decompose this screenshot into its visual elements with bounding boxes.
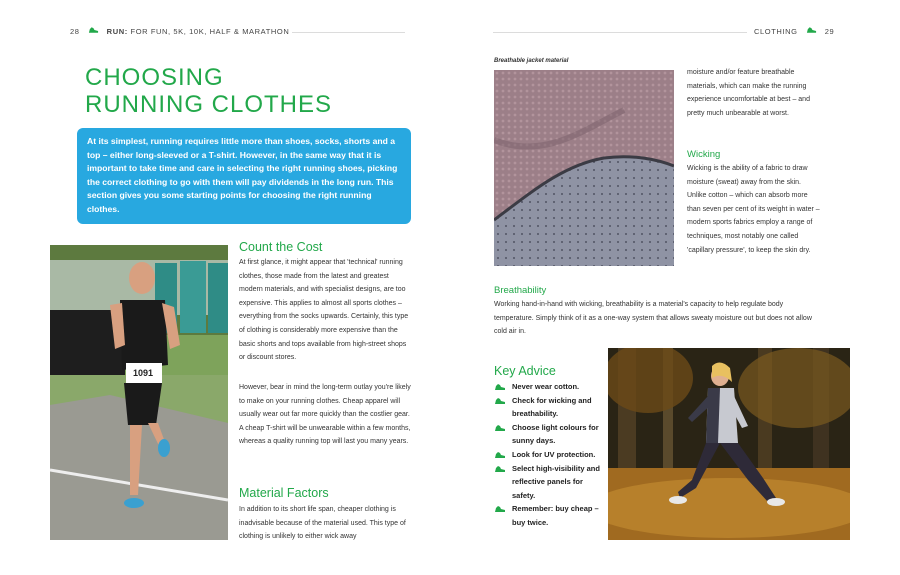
key-advice-item: Select high-visibility and reflective panels for safety. (494, 462, 600, 503)
park-runner-photo (608, 348, 850, 540)
key-advice-item: Never wear cotton. (494, 380, 600, 394)
chapter-title (85, 64, 332, 118)
key-advice-item: Look for UV protection. (494, 448, 600, 462)
count-the-cost-p2: However, bear in mind the long-term outlay you're likely to make on your running clothes. Cheap apparel will usually wear out far more quickly than the costlier gear. A cheap T-shirt will be unwearable within a few months, whereas a quality running top will last you many years. (239, 384, 411, 446)
running-shoe-icon (494, 397, 506, 405)
intro-text: At its simplest, running requires little more than shoes, socks, shorts and a top – either long-sleeved or a T-shirt. However, in the same way that it is important to take time and care in selecting the right running shoes, picking the correct clothing to go with them will pay dividends in the long run. This section gives you some starting points for choosing the right running clothes. (87, 136, 398, 214)
running-shoe-icon (494, 465, 506, 473)
jacket-continuation: moisture and/or feature breathable materials, which can make the running experience uncomfortable at best – and pretty much unbearable at worst. (687, 69, 810, 117)
page-number-left: 28 (70, 27, 80, 36)
running-shoe-icon (494, 505, 506, 513)
key-advice-item: Remember: buy cheap – buy twice. (494, 502, 600, 529)
key-advice-item: Choose light colours for sunny days. (494, 421, 600, 448)
wicking-heading: Wicking (687, 149, 721, 160)
breathability-heading: Breathability (494, 285, 547, 296)
chapter-title-line1: CHOOSING (85, 64, 224, 91)
header-rule-right (493, 32, 747, 33)
key-advice-list (494, 380, 600, 530)
running-shoe-icon (494, 383, 506, 391)
chapter-title-line2: RUNNING CLOTHES (85, 91, 333, 118)
count-the-cost-heading: Count the Cost (239, 240, 323, 254)
section-label: FOR FUN, 5K, 10K, HALF & MARATHON (130, 27, 290, 36)
section-label-right: CLOTHING (754, 27, 798, 36)
running-shoe-icon (806, 26, 817, 35)
running-shoe-icon (494, 424, 506, 432)
page-number-right: 29 (824, 27, 835, 36)
intro-box (77, 128, 411, 224)
running-shoe-icon (494, 451, 506, 459)
header-rule-left (292, 32, 405, 33)
section-label-bold: RUN: (106, 27, 128, 36)
count-the-cost-p1: At first glance, it might appear that 'technical' running clothes, those made from the latest and greatest modern materials, and with specialist designs, are too expensive. This applies to almost all sports clothes – everything from the socks upwards. Certainly, this type of clothing is considerably more expensive than the basic shorts and tops available from high-street shops or discount stores. (239, 259, 409, 362)
breathability-p1: Working hand-in-hand with wicking, breathability is a material's capacity to help regulate body temperature. Simply think of it as a one-way system that allows sweaty moisture out but does not allow cold air in. (494, 301, 812, 336)
running-head-right (754, 26, 834, 36)
jacket-caption: Breathable jacket material (494, 58, 569, 64)
fabric-photo (494, 70, 674, 266)
material-factors-p1: In addition to its short life span, cheaper clothing is inadvisable because of the material used. This type of clothing is unlikely to either wick away (239, 506, 406, 541)
wicking-p1: Wicking is the ability of a fabric to draw moisture (sweat) away from the skin. Unlike cotton – which can absorb more than seven per cent of its weight in water – modern sports fabrics employ a range of techniques, most notably one called 'capillary pressure', to keep the skin dry. (687, 165, 820, 254)
runner-photo (50, 245, 228, 540)
running-head-left (70, 26, 289, 36)
running-shoe-icon (88, 26, 99, 35)
material-factors-heading: Material Factors (239, 486, 329, 500)
key-advice-heading: Key Advice (494, 364, 556, 378)
key-advice-item: Check for wicking and breathability. (494, 394, 600, 421)
race-bib-number: 1091 (133, 368, 154, 378)
